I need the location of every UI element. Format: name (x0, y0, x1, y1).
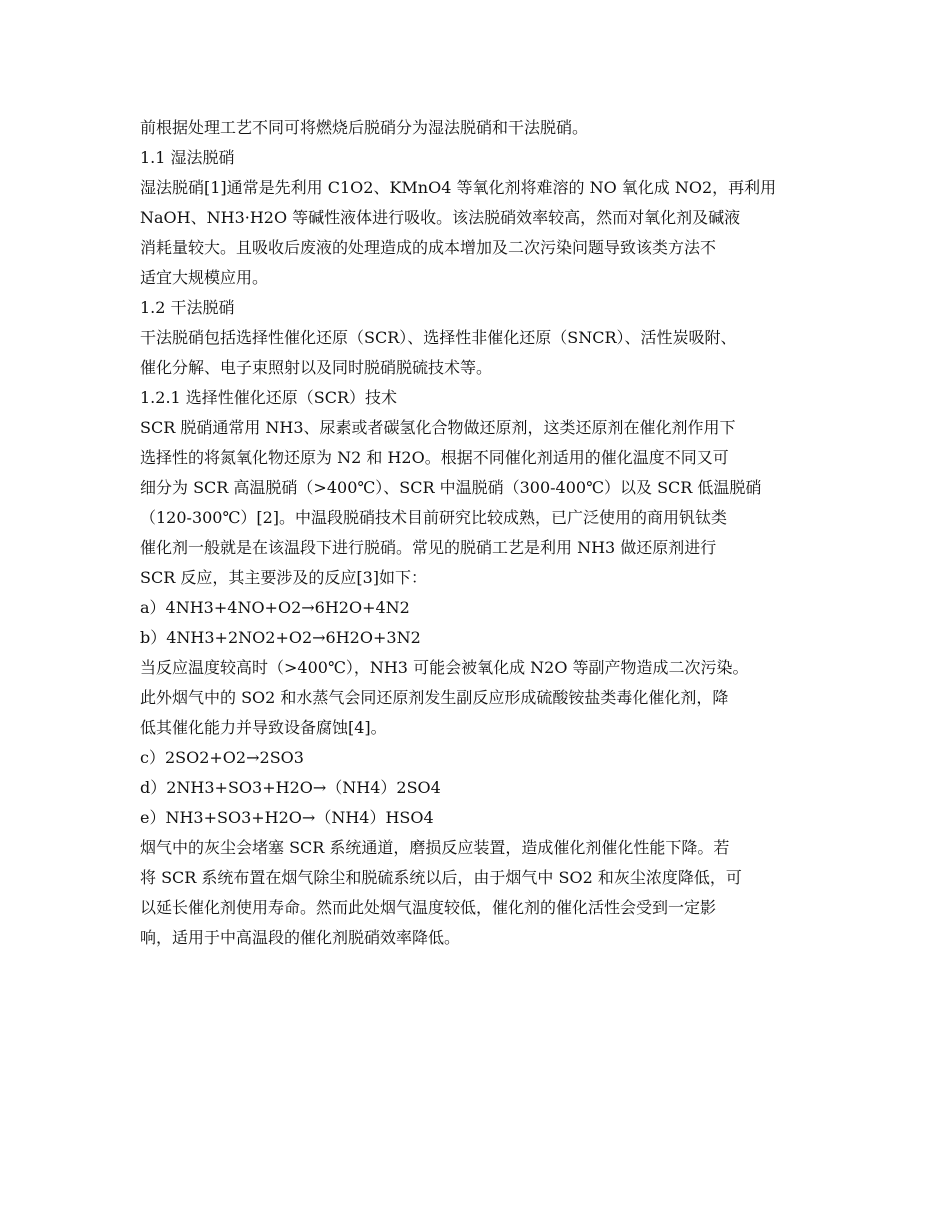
paragraph-scr-line-6: SCR 反应，其主要涉及的反应[3]如下： (140, 568, 428, 587)
section-heading-dry-denitration: 1.2 干法脱硝 (140, 298, 235, 317)
paragraph-wet-line-3: 消耗量较大。且吸收后废液的处理造成的成本增加及二次污染问题导致该类方法不 (140, 238, 717, 257)
paragraph-wet-line-1: 湿法脱硝[1]通常是先利用 C1O2、KMnO4 等氧化剂将难溶的 NO 氧化成 NO2，再利用 (140, 178, 777, 197)
paragraph-dust-line-1: 烟气中的灰尘会堵塞 SCR 系统通道，磨损反应装置，造成催化剂催化性能下降。若 (140, 838, 730, 857)
section-heading-wet-denitration: 1.1 湿法脱硝 (140, 148, 235, 167)
paragraph-scr-line-2: 选择性的将氮氧化物还原为 N2 和 H2O。根据不同催化剂适用的催化温度不同又可 (140, 448, 729, 467)
paragraph-dust-line-3: 以延长催化剂使用寿命。然而此处烟气温度较低，催化剂的催化活性会受到一定影 (140, 898, 717, 917)
paragraph-scr-line-5: 催化剂一般就是在该温段下进行脱硝。常见的脱硝工艺是利用 NH3 做还原剂进行 (140, 538, 717, 557)
paragraph-dust-line-2: 将 SCR 系统布置在烟气除尘和脱硫系统以后，由于烟气中 SO2 和灰尘浓度降低，可 (140, 868, 742, 887)
reaction-b: b）4NH3+2NO2+O2→6H2O+3N2 (140, 628, 421, 647)
paragraph-scr-line-3: 细分为 SCR 高温脱硝（>400℃）、SCR 中温脱硝（300-400℃）以及 SCR 低温脱硝 (140, 478, 762, 497)
document-body (140, 113, 820, 953)
reaction-c: c）2SO2+O2→2SO3 (140, 748, 304, 767)
paragraph-side-reaction-line-3: 低其催化能力并导致设备腐蚀[4]。 (140, 718, 387, 737)
paragraph-side-reaction-line-2: 此外烟气中的 SO2 和水蒸气会同还原剂发生副反应形成硫酸铵盐类毒化催化剂，降 (140, 688, 729, 707)
paragraph-scr-line-4: （120-300℃）[2]。中温段脱硝技术目前研究比较成熟，已广泛使用的商用钒钛类 (140, 508, 728, 527)
paragraph-dust-line-4: 响，适用于中高温段的催化剂脱硝效率降低。 (140, 928, 461, 947)
reaction-a: a）4NH3+4NO+O2→6H2O+4N2 (140, 598, 410, 617)
paragraph-wet-line-4: 适宜大规模应用。 (140, 268, 269, 287)
paragraph-dry-line-2: 催化分解、电子束照射以及同时脱硝脱硫技术等。 (140, 358, 493, 377)
paragraph-wet-line-2: NaOH、NH3·H2O 等碱性液体进行吸收。该法脱硝效率较高，然而对氧化剂及碱液 (140, 208, 741, 227)
reaction-d: d）2NH3+SO3+H2O→（NH4）2SO4 (140, 778, 441, 797)
section-heading-scr: 1.2.1 选择性催化还原（SCR）技术 (140, 388, 398, 407)
paragraph-intro-line: 前根据处理工艺不同可将燃烧后脱硝分为湿法脱硝和干法脱硝。 (140, 118, 589, 137)
paragraph-scr-line-1: SCR 脱硝通常用 NH3、尿素或者碳氢化合物做还原剂，这类还原剂在催化剂作用下 (140, 418, 736, 437)
paragraph-side-reaction-line-1: 当反应温度较高时（>400℃），NH3 可能会被氧化成 N2O 等副产物造成二次污染。 (140, 658, 749, 677)
reaction-e: e）NH3+SO3+H2O→（NH4）HSO4 (140, 808, 434, 827)
paragraph-dry-line-1: 干法脱硝包括选择性催化还原（SCR）、选择性非催化还原（SNCR）、活性炭吸附、 (140, 328, 737, 347)
